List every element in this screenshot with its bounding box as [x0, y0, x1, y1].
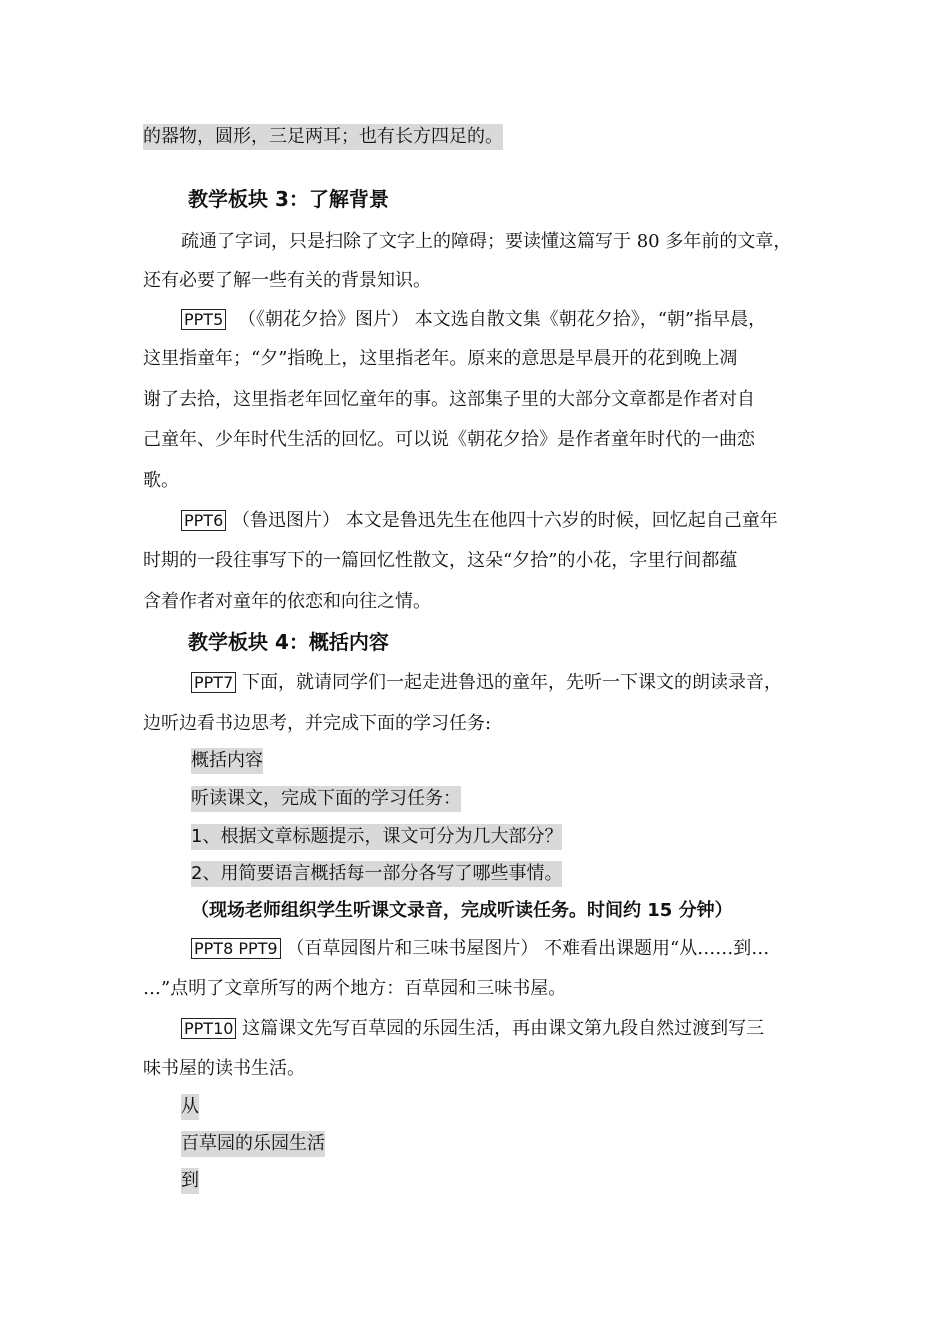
- text-line: 谢了去拾，这里指老年回忆童年的事。这部集子里的大部分文章都是作者对自: [143, 389, 755, 410]
- paragraph-first-line: [181, 508, 778, 534]
- section-heading: 教学板块 4：概括内容: [188, 630, 389, 654]
- task-line: 概括内容: [191, 748, 263, 774]
- text-line: 疏通了字词，只是扫除了文字上的障碍；要读懂这篇写于 80 多年前的文章，: [181, 231, 792, 252]
- paragraph-first-line: [191, 670, 782, 696]
- text-span: 这篇课文先写百草园的乐园生活，再由课文第九段自然过渡到写三: [242, 1018, 765, 1039]
- text-line: 歌。: [143, 470, 179, 491]
- ppt-tag: PPT6: [181, 510, 226, 531]
- paragraph-first-line: [181, 1016, 764, 1042]
- task-line: 2、用简要语言概括每一部分各写了哪些事情。: [191, 861, 562, 887]
- text-line: 的器物，圆形，三足两耳；也有长方四足的。: [143, 124, 503, 150]
- note-line: （现场老师组织学生听课文录音，完成听读任务。时间约 15 分钟）: [191, 900, 733, 921]
- text-span: 下面，就请同学们一起走进鲁迅的童年，先听一下课文的朗读录音，: [241, 672, 782, 693]
- paragraph-first-line: [191, 936, 769, 962]
- diagram-text: 到: [181, 1168, 199, 1194]
- text-line: 时期的一段往事写下的一篇回忆性散文，这朵“夕拾”的小花，字里行间都蕴: [143, 550, 738, 571]
- text-span: 本文是鲁迅先生在他四十六岁的时候，回忆起自己童年: [345, 510, 778, 531]
- image-caption: （《朝花夕拾》图片）: [237, 309, 409, 330]
- ppt-tag: PPT5: [181, 309, 226, 330]
- section-heading: 教学板块 3：了解背景: [188, 187, 389, 211]
- text-line: …”点明了文章所写的两个地方：百草园和三味书屋。: [143, 978, 567, 999]
- task-line: 1、根据文章标题提示，课文可分为几大部分？: [191, 824, 562, 850]
- task-line: 听读课文，完成下面的学习任务：: [191, 786, 461, 812]
- diagram-text: 百草园的乐园生活: [181, 1131, 325, 1157]
- text-line: 己童年、少年时代生活的回忆。可以说《朝花夕拾》是作者童年时代的一曲恋: [143, 429, 755, 450]
- image-caption: （百草园图片和三味书屋图片）: [286, 938, 539, 959]
- ppt-tag: PPT8 PPT9: [191, 938, 281, 959]
- diagram-text: 从: [181, 1094, 199, 1120]
- text-span: 不难看出课题用“从……到…: [544, 938, 770, 959]
- text-line: 味书屋的读书生活。: [143, 1058, 305, 1079]
- ppt-tag: PPT10: [181, 1018, 236, 1039]
- text-line: 边听边看书边思考，并完成下面的学习任务:: [143, 713, 492, 734]
- image-caption: （鲁迅图片）: [231, 510, 340, 531]
- ppt-tag: PPT7: [191, 672, 236, 693]
- text-line: 这里指童年；“夕”指晚上，这里指老年。原来的意思是早晨开的花到晚上凋: [143, 348, 738, 369]
- paragraph-first-line: [181, 307, 766, 333]
- text-line: 含着作者对童年的依恋和向往之情。: [143, 591, 431, 612]
- text-span: 本文选自散文集《朝花夕拾》，“朝”指早晨，: [414, 309, 767, 330]
- text-line: 还有必要了解一些有关的背景知识。: [143, 270, 431, 291]
